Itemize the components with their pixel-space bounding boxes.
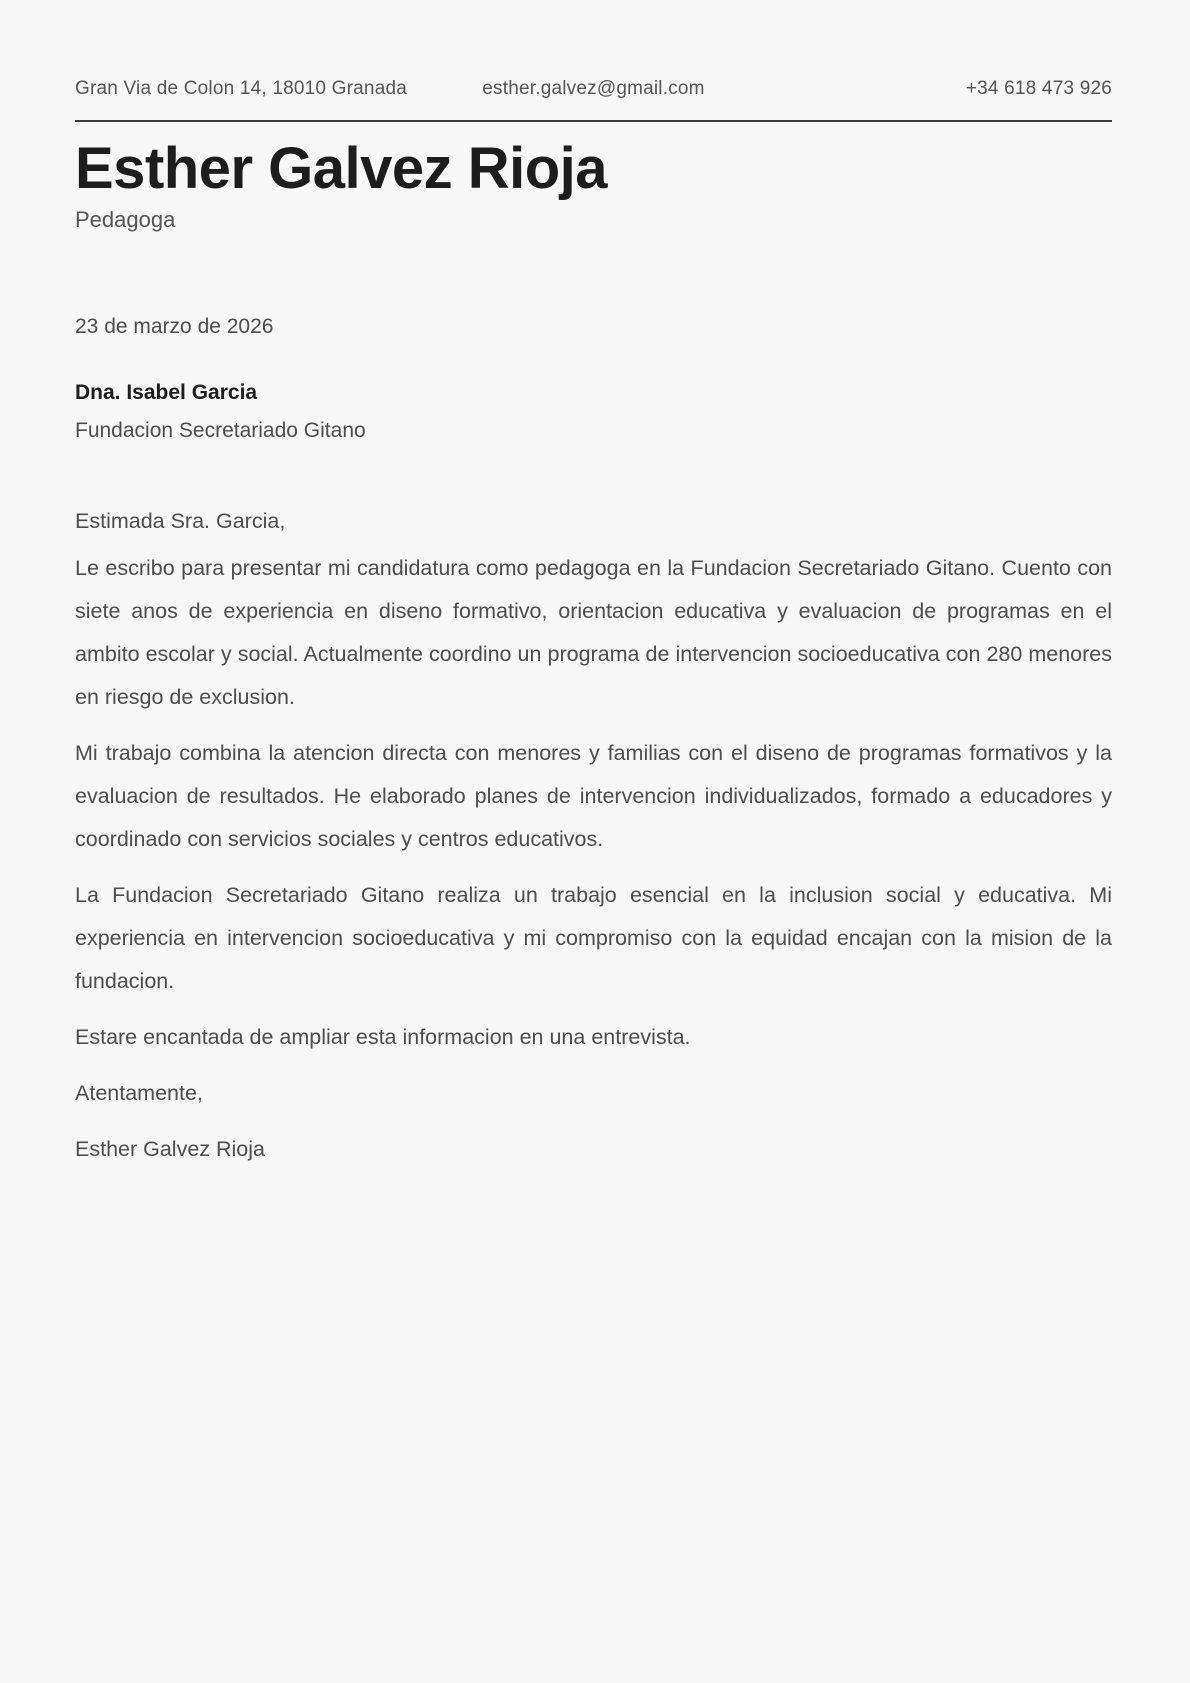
recipient-name: Dna. Isabel Garcia: [75, 380, 258, 404]
applicant-name: Esther Galvez Rioja: [75, 136, 608, 201]
letter-body: [75, 547, 1112, 1059]
header-divider: [75, 120, 1112, 122]
recipient-organization: Fundacion Secretariado Gitano: [75, 418, 366, 442]
letter-paragraph: Le escribo para presentar mi candidatura como pedagoga en la Fundacion Secretariado Gitano. Cuento con siete anos de experiencia en diseno formativo, orientacion educativa y evaluacion de programas en el ambito escolar y social. Actualmente coordino un programa de intervencion socioeducativa con 280 menores en riesgo de exclusion.: [75, 555, 1112, 709]
letter-paragraph: Mi trabajo combina la atencion directa con menores y familias con el diseno de programas formativos y la evaluacion de resultados. He elaborado planes de intervencion individualizados, formado a educadores y coordinado con servicios sociales y centros educativos.: [75, 740, 1112, 851]
letter-date: 23 de marzo de 2026: [75, 314, 274, 338]
contact-email: esther.galvez@gmail.com: [482, 78, 705, 99]
signature-name: Esther Galvez Rioja: [75, 1136, 265, 1161]
letter-paragraph: La Fundacion Secretariado Gitano realiza un trabajo esencial en la inclusion social y educativa. Mi experiencia en intervencion socioeducativa y mi compromiso con la equidad encajan con la mision de la fundacion.: [75, 882, 1112, 993]
salutation: Estimada Sra. Garcia,: [75, 508, 286, 533]
applicant-job-title: Pedagoga: [75, 206, 176, 232]
contact-phone: +34 618 473 926: [965, 78, 1113, 99]
contact-address: Gran Via de Colon 14, 18010 Granada: [75, 78, 407, 99]
letter-paragraph: Estare encantada de ampliar esta informacion en una entrevista.: [75, 1024, 691, 1049]
contact-header: [75, 78, 1112, 100]
closing: Atentamente,: [75, 1080, 203, 1105]
